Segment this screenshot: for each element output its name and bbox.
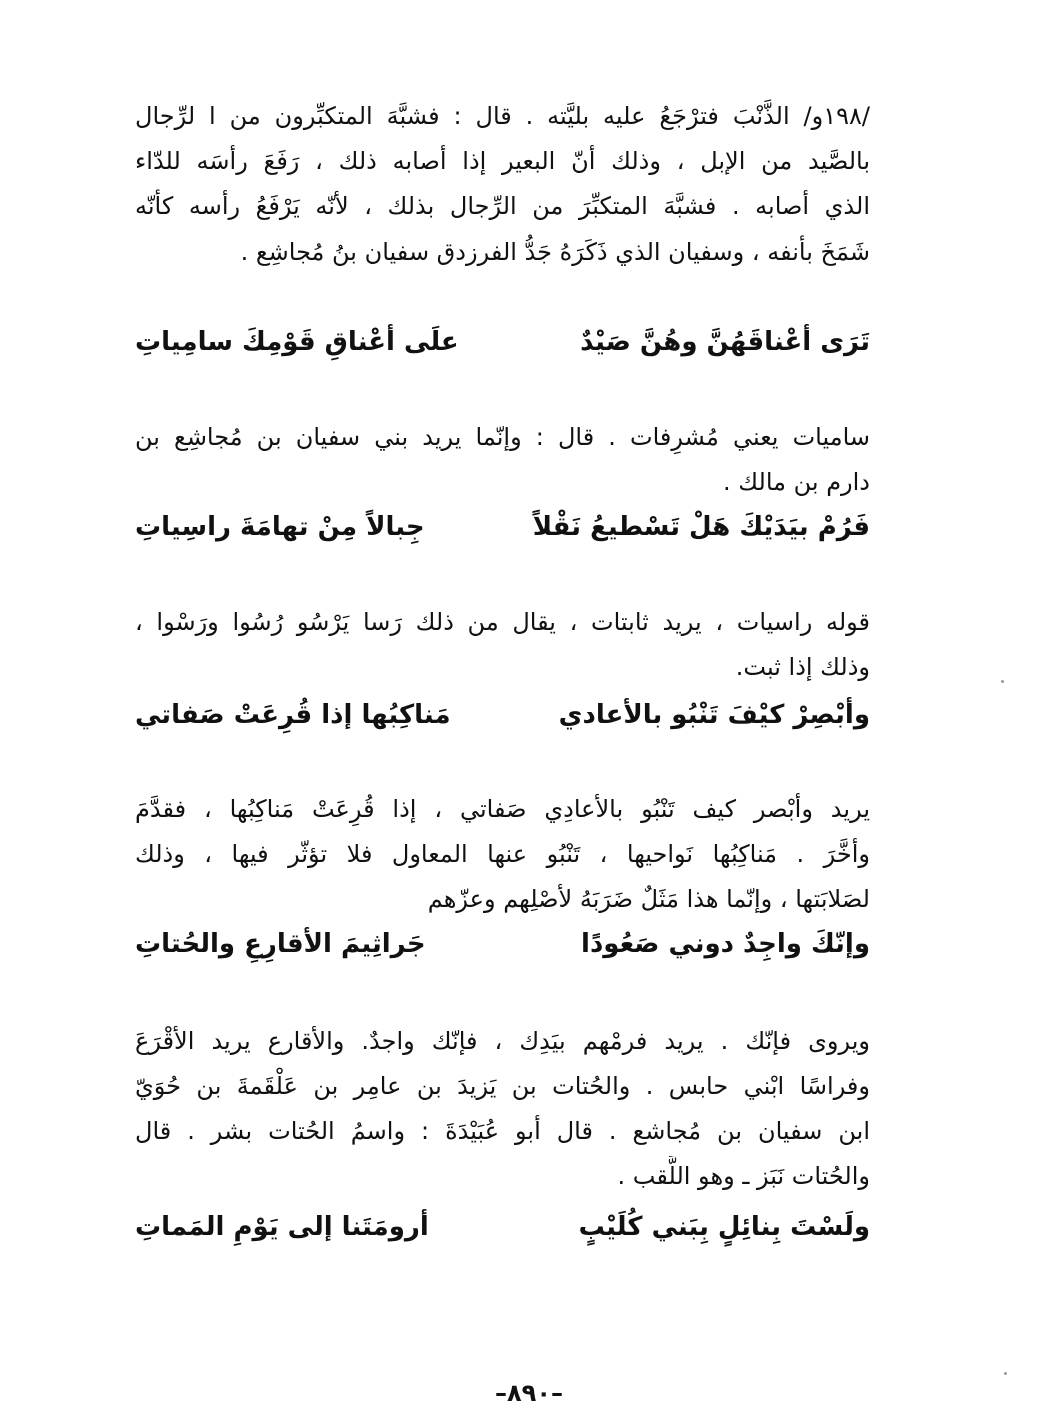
paragraph-1-line-3: الذي أصابه . فشبَّهَ المتكبِّرَ من الرِّجال بذلك ، لأنّه يَرْفَعُ رأسه كأنّه xyxy=(135,192,870,220)
verse-3-first-hemistich: وأبْصِرْ كيْفَ تَنْبُو بالأعادي xyxy=(558,700,870,730)
verse-4-second-hemistich: جَراثِيمَ الأقارِعِ والحُتاتِ xyxy=(135,929,426,959)
verse-3-second-hemistich: مَناكِبُها إذا قُرِعَتْ صَفاتي xyxy=(135,700,451,730)
paragraph-3-line-2: وذلك إذا ثبت. xyxy=(735,653,870,681)
paragraph-5-line-2: وفراسًا ابْني حابس . والحُتات بن يَزيدَ بن عامِر بن عَلْقَمةَ بن حُوَيّ xyxy=(135,1072,870,1100)
verse-4 xyxy=(135,922,870,966)
paragraph-5-line-4: والحُتات نَبَز ـ وهو اللَّقب . xyxy=(617,1162,870,1190)
paragraph-3-line-1: قوله راسيات ، يريد ثابتات ، يقال من ذلك رَسا يَرْسُو رُسُوا ورَسْوا ، xyxy=(135,608,870,636)
verse-5-second-hemistich: أرومَتَنا إلى يَوْمِ المَماتِ xyxy=(135,1212,429,1242)
paragraph-5-line-3: ابن سفيان بن مُجاشع . قال أبو عُبَيْدَةَ : واسمُ الحُتات بشر . قال xyxy=(135,1117,870,1145)
paragraph-1-line-1: /١٩٨و/ الذَّنْبَ فترْجَعُ عليه بليَّته . قال : فشبَّهَ المتكبِّرون من ا لرِّجال xyxy=(135,102,870,130)
paragraph-2-line-2: دارم بن مالك . xyxy=(723,468,870,496)
verse-4-first-hemistich: وإنّكَ واجِدٌ دوني صَعُودًا xyxy=(581,929,870,959)
verse-1-second-hemistich: علَى أعْناقِ قَوْمِكَ سامِياتِ xyxy=(135,327,459,357)
paragraph-2-line-1: ساميات يعني مُشرِفات . قال : وإنّما يريد بني سفيان بن مُجاشِع بن xyxy=(135,423,870,451)
verse-5 xyxy=(135,1205,870,1249)
scan-speck xyxy=(1001,680,1004,683)
paragraph-4-line-2: وأخَّرَ . مَناكِبُها نَواحيها ، تَنْبُو عنها المعاول فلا تؤثّر فيها ، وذلك xyxy=(135,840,870,868)
paragraph-5-line-1: ويروى فإنّك . يريد فرمْهم بيَدِك ، فإنّك واجدٌ. والأقارع يريد الأقْرَعَ xyxy=(135,1027,870,1055)
scan-speck xyxy=(1004,1372,1007,1375)
paragraph-4-line-1: يريد وأبْصر كيف تَنْبُو بالأعادِي صَفاتي ، إذا قُرِعَتْ مَناكِبُها ، فقدَّمَ xyxy=(135,795,870,823)
verse-1-first-hemistich: تَرَى أعْناقَهُنَّ وهُنَّ صَيْدٌ xyxy=(580,327,870,357)
verse-2-first-hemistich: فَرُمْ بيَدَيْكَ هَلْ تَسْطيعُ نَقْلاً xyxy=(532,512,870,542)
paragraph-4-line-3: لصَلابَتها ، وإنّما هذا مَثَلٌ ضَرَبَهُ لأصْلِهم وعزّهم xyxy=(427,885,870,913)
verse-2 xyxy=(135,505,870,549)
page-number: –٨٩٠– xyxy=(495,1379,563,1407)
verse-1 xyxy=(135,320,870,364)
verse-3 xyxy=(135,693,870,737)
verse-5-first-hemistich: ولَسْتَ بِنائِلٍ بِبَني كُلَيْبٍ xyxy=(578,1212,870,1242)
verse-2-second-hemistich: جِبالاً مِنْ تهامَةَ راسِياتِ xyxy=(135,512,425,542)
paragraph-1-line-2: بالصَّيد من الإبل ، وذلك أنّ البعير إذا أصابه ذلك ، رَفَعَ رأسَه للدّاء xyxy=(135,147,870,175)
paragraph-1-line-4: شَمَخَ بأنفه ، وسفيان الذي ذَكَرَهُ جَدُّ الفرزدق سفيان بنُ مُجاشِع . xyxy=(240,238,870,266)
